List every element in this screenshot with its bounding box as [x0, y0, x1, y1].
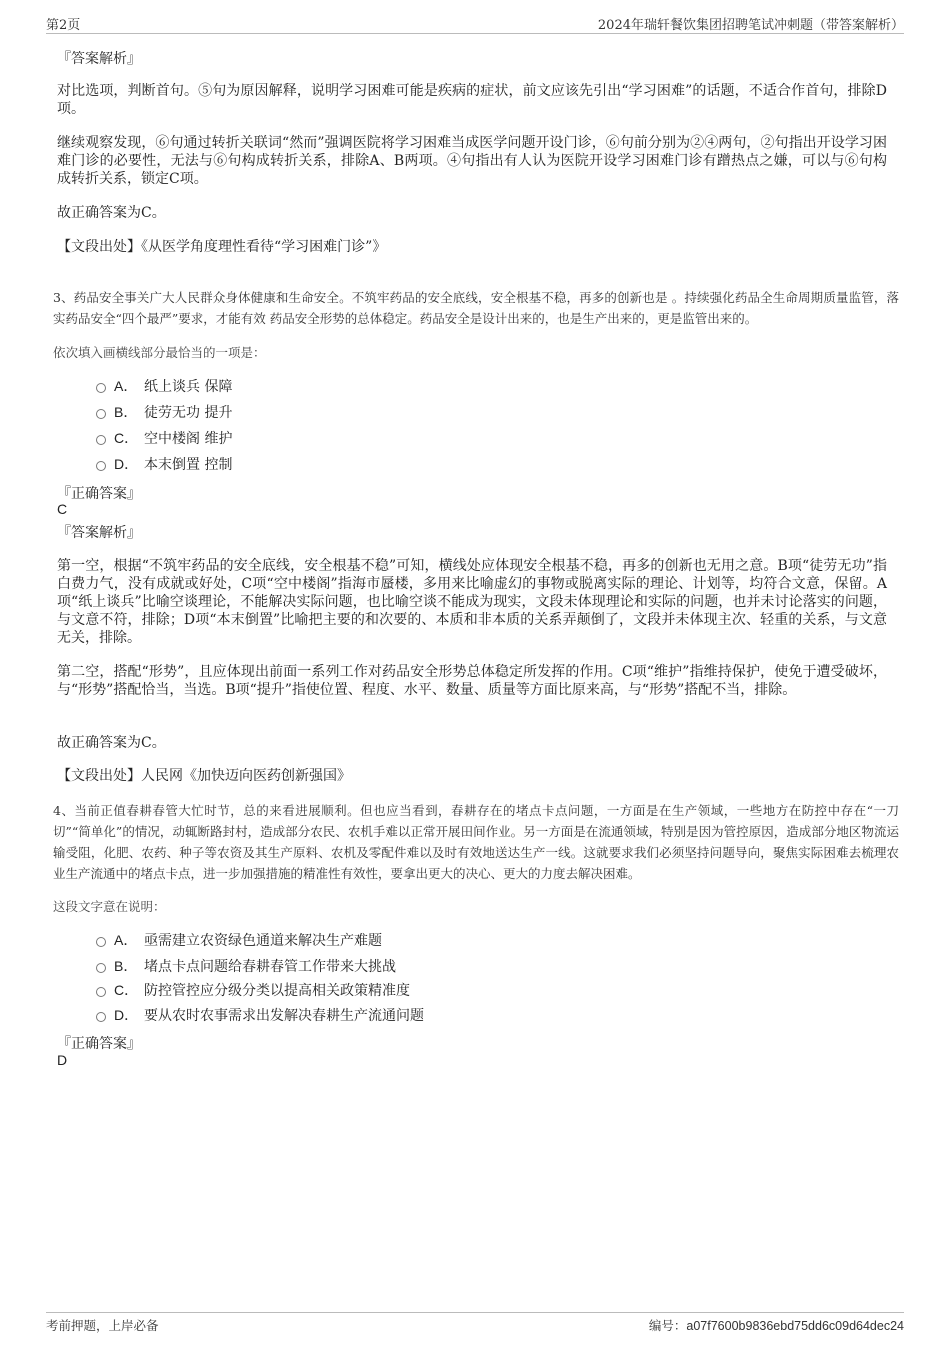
q3-option-c[interactable]: C． 空中楼阁 维护 — [96, 428, 232, 448]
q3-option-a[interactable]: A． 纸上谈兵 保障 — [96, 376, 232, 396]
q3-source: 【文段出处】人民网《加快迈向医药创新强国》 — [57, 768, 351, 784]
page-number: 第2页 — [46, 18, 81, 33]
document-title: 2024年瑞轩餐饮集团招聘笔试冲刺题（带答案解析） — [597, 18, 904, 33]
q2-source: 【文段出处】《从医学角度理性看待“学习困难门诊”》 — [57, 239, 387, 255]
q3-question-text: 3、药品安全事关广大人民群众身体健康和生命安全。不筑牢药品的安全底线，安全根基不稳，再多的创新也是 。持续强化药品全生命周期质量监管，落实药品安全“四个最严”要求，才能有效 药品安全形势的总体稳定。药品安全是设计出来的，也是生产出来的，更是监管出来的。 — [53, 290, 899, 326]
radio-icon[interactable] — [96, 461, 106, 471]
q2-analysis-para-1: 对比选项，判断首句。⑤句为原因解释，说明学习困难可能是疾病的症状，前文应该先引出“学习困难”的话题，不适合作首句，排除D项。 — [57, 83, 887, 117]
radio-icon[interactable] — [96, 1012, 106, 1022]
q2-analysis-label: 『答案解析』 — [57, 51, 141, 67]
radio-icon[interactable] — [96, 987, 106, 997]
q4-option-d[interactable]: D． 要从农时农事需求出发解决春耕生产流通问题 — [96, 1005, 424, 1025]
page-header — [46, 14, 904, 34]
q3-conclusion: 故正确答案为C。 — [57, 735, 166, 751]
q2-analysis-para-2: 继续观察发现，⑥句通过转折关联词“然而”强调医院将学习困难当成医学问题开设门诊，⑥句前分别为②④两句，②句指出开设学习困难门诊的必要性，无法与⑥句构成转折关系，排除A、B两项。④句指出有人认为医院开设学习困难门诊有蹭热点之嫌，可以与⑥句构成转折关系，锁定C项。 — [57, 135, 887, 187]
footer-serial: 编号：a07f7600b9836ebd75dd6c09d64dec24 — [648, 1319, 904, 1333]
q4-question-text: 4、当前正值春耕春管大忙时节，总的来看进展顺利。但也应当看到，春耕存在的堵点卡点问题，一方面是在生产领域，一些地方在防控中存在“一刀切”“简单化”的情况，动辄断路封村，造成部分农民、农机手难以正常开展田间作业。另一方面是在流通领域，特别是因为管控原因，造成部分地区物流运输受阻，化肥、农药、种子等农资及其生产原料、农机及零配件难以及时有效地送达生产一线。这就要求我们必须坚持问题导向，聚焦实际困难去梳理农业生产流通中的堵点卡点，进一步加强措施的精准性有效性，要拿出更大的决心、更大的力度去解决困难。 — [53, 803, 899, 881]
q3-analysis-para-1: 第一空，根据“不筑牢药品的安全底线，安全根基不稳”可知，横线处应体现安全根基不稳，再多的创新也无用之意。B项“徒劳无功”指白费力气，没有成就或好处，C项“空中楼阁”指海市蜃楼，多用来比喻虚幻的事物或脱离实际的理论、计划等，均符合文意，保留。A项“纸上谈兵”比喻空谈理论，不能解决实际问题，也比喻空谈不能成为现实，文段未体现理论和实际的问题，也并未讨论落实的问题，与文意不符，排除；D项“本末倒置”比喻把主要的和次要的、本质和非本质的关系弄颠倒了，文段并未体现主次、轻重的关系，与文意无关，排除。 — [57, 558, 887, 646]
q3-analysis-label: 『答案解析』 — [57, 525, 141, 541]
radio-icon[interactable] — [96, 937, 106, 947]
page-footer — [46, 1312, 904, 1334]
q4-option-a[interactable]: A． 亟需建立农资绿色通道来解决生产难题 — [96, 930, 382, 950]
q3-option-b[interactable]: B． 徒劳无功 提升 — [96, 402, 232, 422]
q4-option-c[interactable]: C． 防控管控应分级分类以提高相关政策精准度 — [96, 980, 410, 1000]
footer-slogan: 考前押题，上岸必备 — [46, 1318, 159, 1333]
q2-conclusion: 故正确答案为C。 — [57, 205, 166, 221]
q3-analysis-para-2: 第二空，搭配“形势”，且应体现出前面一系列工作对药品安全形势总体稳定所发挥的作用。C项“维护”指维持保护，使免于遭受破坏，与“形势”搭配恰当，当选。B项“提升”指使位置、程度、水平、数量、质量等方面比原来高，与“形势”搭配不当，排除。 — [57, 664, 887, 698]
q3-prompt: 依次填入画横线部分最恰当的一项是： — [53, 345, 266, 360]
q4-prompt: 这段文字意在说明： — [53, 899, 166, 914]
radio-icon[interactable] — [96, 435, 106, 445]
q4-correct-answer: D — [57, 1052, 68, 1068]
q3-correct-answer: C — [57, 501, 68, 517]
radio-icon[interactable] — [96, 383, 106, 393]
q3-correct-label: 『正确答案』 — [57, 486, 141, 502]
q4-option-b[interactable]: B． 堵点卡点问题给春耕春管工作带来大挑战 — [96, 956, 396, 976]
q4-correct-label: 『正确答案』 — [57, 1036, 141, 1052]
radio-icon[interactable] — [96, 963, 106, 973]
q3-option-d[interactable]: D． 本末倒置 控制 — [96, 454, 232, 474]
radio-icon[interactable] — [96, 409, 106, 419]
